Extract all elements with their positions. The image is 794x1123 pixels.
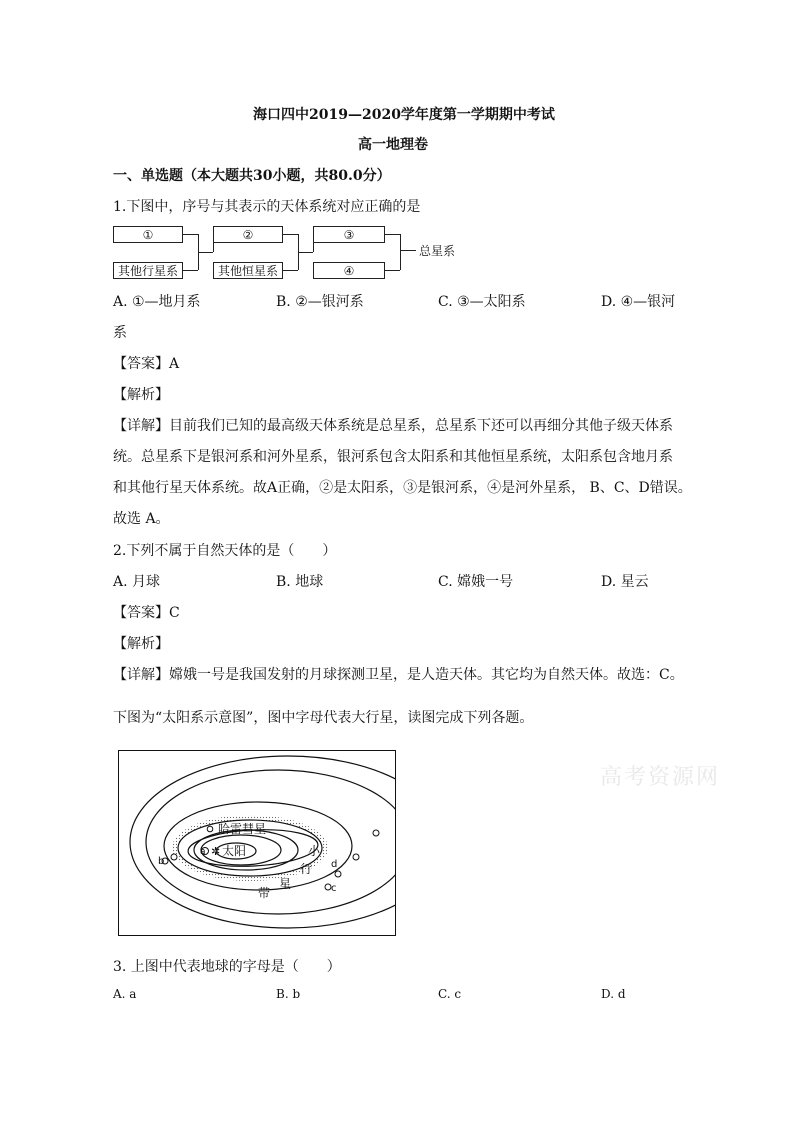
connector <box>400 234 401 270</box>
diagram-box-3: ③ <box>313 226 385 243</box>
exam-title: 海口四中2019—2020学年度第一学期期中考试 <box>253 107 555 123</box>
section-heading: 一、单选题（本大题共30小题，共80.0分） <box>113 168 391 184</box>
q2-option-c: C. 嫦娥一号 <box>438 574 514 590</box>
diagram-box-4: ④ <box>313 262 385 279</box>
solar-system-svg <box>118 750 396 936</box>
planet-d-label: d <box>331 859 338 870</box>
planet-c-label: c <box>331 883 337 894</box>
comet-label: 哈雷彗星 <box>218 822 267 836</box>
q2-option-b: B. 地球 <box>276 574 324 590</box>
connector <box>385 270 400 271</box>
connector <box>385 234 400 235</box>
q1-analysis: 【解析】 <box>113 387 169 403</box>
q3-option-a: A. a <box>113 987 137 1001</box>
q3-option-c: C. c <box>438 987 462 1001</box>
planet-marker <box>353 854 359 860</box>
q1-stem: 1.下图中，序号与其表示的天体系统对应正确的是 <box>113 199 421 215</box>
planet-b-label: b <box>158 856 165 867</box>
q2-stem: 2.下列不属于自然天体的是（ ） <box>113 543 337 559</box>
q2-option-a: A. 月球 <box>113 574 161 590</box>
diagram-box-other-planets: 其他行星系 <box>113 262 183 279</box>
q3-stem: 3. 上图中代表地球的字母是（ ） <box>113 959 341 975</box>
diagram-label-total: 总星系 <box>419 244 456 258</box>
planet-d-marker <box>335 871 341 877</box>
q1-option-b: B. ②—银河系 <box>276 294 364 310</box>
sun-label: 太阳 <box>222 844 247 858</box>
sun-icon: ✲ <box>211 845 221 858</box>
belt-label-char: 行 <box>300 862 313 876</box>
q2-answer: 【答案】C <box>113 605 180 621</box>
planet-marker <box>171 854 177 860</box>
connector <box>298 252 313 253</box>
connector <box>400 250 416 251</box>
connector <box>198 252 213 253</box>
belt-label-char: 带 <box>258 886 271 900</box>
diagram-box-other-stars: 其他恒星系 <box>213 262 283 279</box>
q2-detail: 【详解】嫦娥一号是我国发射的月球探测卫星，是人造天体。其它均为自然天体。故选：C。 <box>113 667 684 683</box>
planet-marker <box>373 830 379 836</box>
connector <box>183 234 198 235</box>
planet-a-label: a <box>200 847 206 857</box>
connector <box>283 270 298 271</box>
q1-detail-line: 统。总星系下是银河系和河外星系，银河系包含太阳系和其他恒星系统，太阳系包含地月系 <box>113 449 673 465</box>
belt-label-char: 小 <box>308 844 321 858</box>
q1-option-d: D. ④—银河 <box>601 294 676 310</box>
solar-system-figure <box>118 750 396 936</box>
connector <box>283 234 298 235</box>
q1-option-d-wrap: 系 <box>113 325 127 341</box>
q2-option-d: D. 星云 <box>601 574 649 590</box>
q1-option-a: A. ①—地月系 <box>113 294 201 310</box>
q1-answer: 【答案】A <box>113 356 180 372</box>
q3-option-b: B. b <box>276 987 301 1001</box>
belt-label-char: 星 <box>279 877 292 891</box>
connector <box>213 243 214 252</box>
q3-option-d: D. d <box>601 987 626 1001</box>
q1-option-c: C. ③—太阳系 <box>438 294 526 310</box>
q1-detail-line: 故选 A。 <box>113 511 170 527</box>
q1-diagram <box>113 224 463 282</box>
diagram-box-1: ① <box>113 226 183 243</box>
q1-detail-line: 【详解】目前我们已知的最高级天体系统是总星系，总星系下还可以再细分其他子级天体系 <box>113 418 673 434</box>
watermark: 高考资源网 <box>600 765 721 790</box>
q2-analysis: 【解析】 <box>113 636 169 652</box>
connector <box>183 270 198 271</box>
q1-detail-line: 和其他行星天体系统。故A正确，②是太阳系，③是银河系，④是河外星系， B、C、D错误。 <box>113 480 692 496</box>
exam-subtitle: 高一地理卷 <box>358 137 428 153</box>
connector <box>313 243 314 252</box>
figure-intro: 下图为“太阳系示意图”，图中字母代表大行星，读图完成下列各题。 <box>113 710 534 726</box>
comet-marker <box>207 826 213 832</box>
diagram-box-2: ② <box>213 226 283 243</box>
